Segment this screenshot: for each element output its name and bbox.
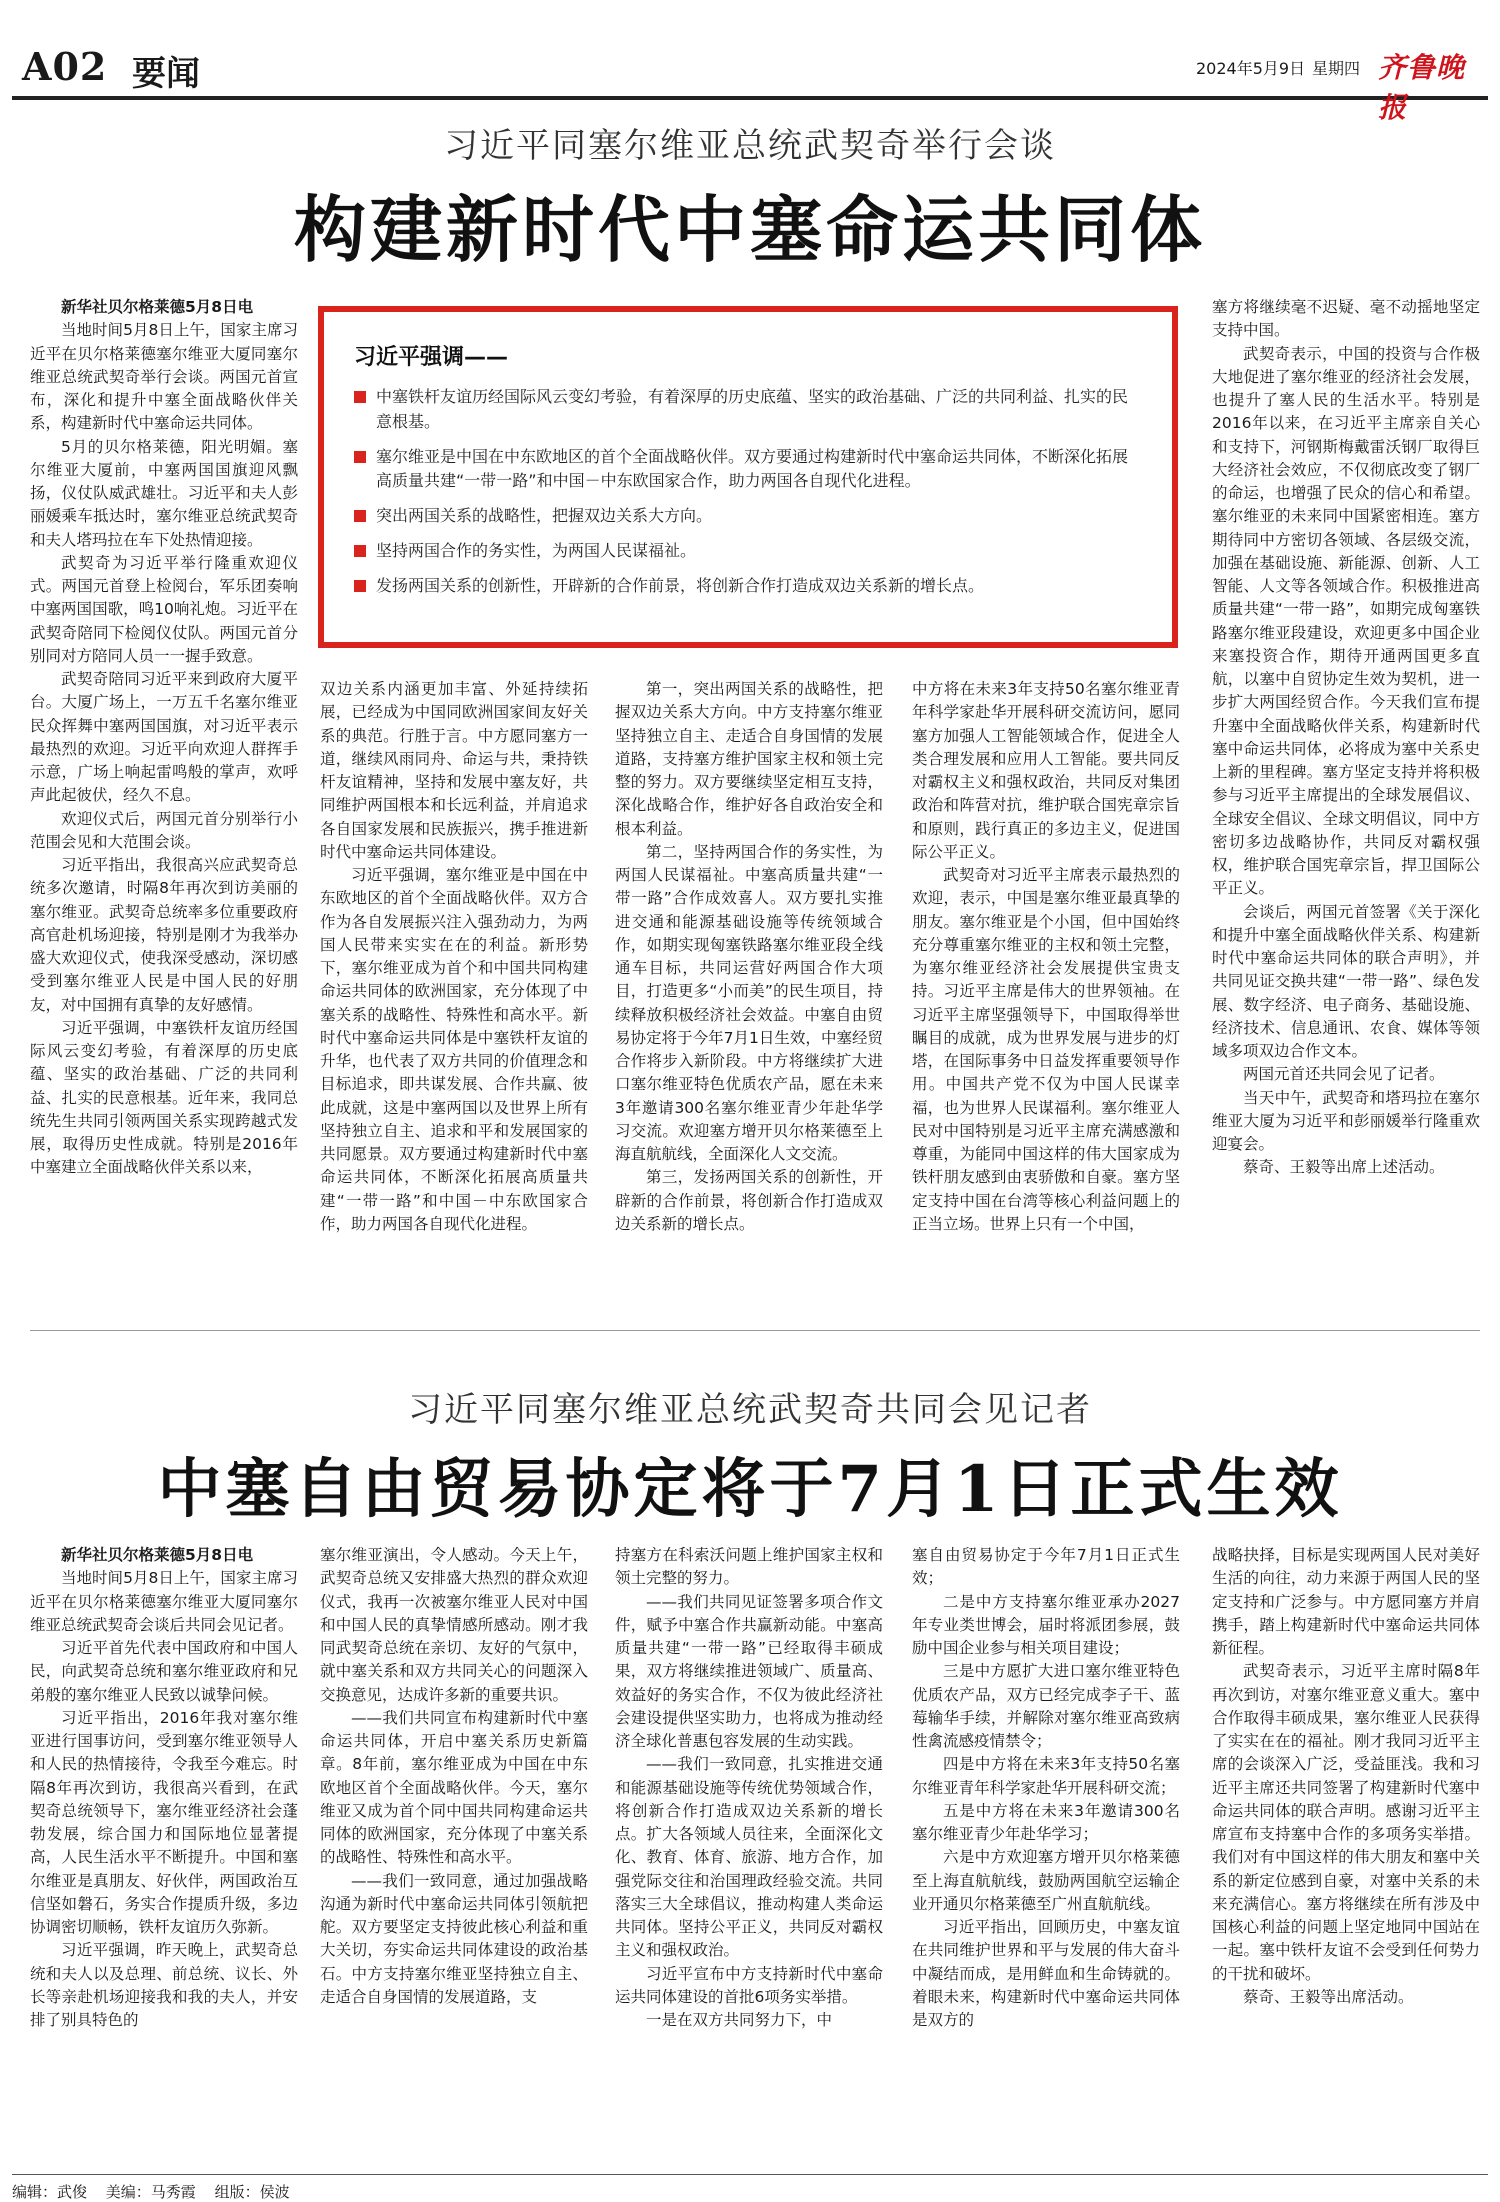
publication-weekday: 星期四: [1312, 59, 1361, 78]
paragraph: 武契奇对习近平主席表示最热烈的欢迎，表示，中国是塞尔维亚最真挚的朋友。塞尔维亚是个小国，但中国始终充分尊重塞尔维亚的主权和领土完整，为塞尔维亚经济社会发展提供宝贵支持。习近平主席是伟大的世界领袖。在习近平主席坚强领导下，中国取得举世瞩目的成就，成为世界发展与进步的灯塔，在国际事务中日益发挥重要领导作用。中国共产党不仅为中国人民谋幸福，也为世界人民谋福利。塞尔维亚人民对中国特别是习近平主席充满感激和尊重，为能同中国这样的伟大国家成为铁杆朋友感到由衷骄傲和自豪。塞方坚定支持中国在台湾等核心利益问题上的正当立场。世界上只有一个中国，: [912, 866, 1180, 1233]
article1-column-2: [320, 678, 588, 1314]
callout-title: 习近平强调——: [354, 345, 509, 370]
paragraph: 5月的贝尔格莱德，阳光明媚。塞尔维亚大厦前，中塞两国国旗迎风飘扬，仪仗队威武雄壮。习近平和夫人彭丽媛乘车抵达时，塞尔维亚总统武契奇和夫人塔玛拉在车下处热情迎接。: [30, 437, 298, 549]
paragraph: 武契奇陪同习近平来到政府大厦平台。大厦广场上，一万五千名塞尔维亚民众挥舞中塞两国国旗，对习近平表示最热烈的欢迎。习近平向欢迎人群挥手示意，广场上响起雷鸣般的掌声，欢呼声此起彼伏，经久不息。: [30, 670, 298, 805]
paragraph: 塞方将继续毫不迟疑、毫不动摇地坚定支持中国。: [1212, 298, 1480, 340]
article1-column-1: [30, 296, 298, 1314]
red-square-bullet-icon: [354, 451, 366, 463]
dateline: 新华社贝尔格莱德5月8日电: [61, 1546, 254, 1564]
callout-item: 塞尔维亚是中国在中东欧地区的首个全面战略伙伴。双方要通过构建新时代中塞命运共同体，不断深化拓展高质量共建“一带一路”和中国－中东欧国家合作，助力两国各自现代化进程。: [354, 445, 1142, 495]
callout-item: 中塞铁杆友谊历经国际风云变幻考验，有着深厚的历史底蕴、坚实的政治基础、广泛的共同利益、扎实的民意根基。: [354, 385, 1142, 435]
article2-column-2: [320, 1544, 588, 2164]
paragraph: ——我们一致同意，通过加强战略沟通为新时代中塞命运共同体引领航把舵。双方要坚定支持彼此核心利益和重大关切，夯实命运共同体建设的政治基石。中方支持塞尔维亚坚持独立自主、走适合自身国情的发展道路，支: [320, 1871, 588, 2006]
paragraph: 当地时间5月8日上午，国家主席习近平在贝尔格莱德塞尔维亚大厦同塞尔维亚总统武契奇举行会谈。两国元首宣布，深化和提升中塞全面战略伙伴关系，构建新时代中塞命运共同体。: [30, 321, 298, 433]
paragraph: 当地时间5月8日上午，国家主席习近平在贝尔格莱德塞尔维亚大厦同塞尔维亚总统武契奇会谈后共同会见记者。: [30, 1569, 298, 1634]
red-square-bullet-icon: [354, 545, 366, 557]
article1-kicker: 习近平同塞尔维亚总统武契奇举行会谈: [444, 126, 1056, 166]
paragraph: 四是中方将在未来3年支持50名塞尔维亚青年科学家赴华开展科研交流；: [912, 1755, 1180, 1797]
paragraph: 二是中方支持塞尔维亚承办2027年专业类世博会，届时将派团参展，鼓励中国企业参与相关项目建设；: [912, 1592, 1180, 1657]
article2-kicker: 习近平同塞尔维亚总统武契奇共同会见记者: [408, 1390, 1092, 1430]
article1-headline: 构建新时代中塞命运共同体: [293, 187, 1206, 272]
dateline: 新华社贝尔格莱德5月8日电: [61, 298, 254, 316]
paragraph: 武契奇为习近平举行隆重欢迎仪式。两国元首登上检阅台，军乐团奏响中塞两国国歌，鸣10响礼炮。习近平在武契奇陪同下检阅仪仗队。两国元首分别同对方陪同人员一一握手致意。: [30, 553, 298, 665]
editor-credit: 编辑：武俊: [12, 2183, 88, 2201]
paragraph: 第一，突出两国关系的战略性，把握双边关系大方向。中方支持塞尔维亚坚持独立自主、走适合自身国情的发展道路，支持塞方维护国家主权和领土完整的努力。双方要继续坚定相互支持，深化战略合作，维护好各自政治安全和根本利益。: [615, 680, 883, 838]
article2-column-4: [912, 1544, 1180, 2164]
paragraph: 习近平指出，2016年我对塞尔维亚进行国事访问，受到塞尔维亚领导人和人民的热情接待，令我至今难忘。时隔8年再次到访，我很高兴看到，在武契奇总统领导下，塞尔维亚经济社会蓬勃发展，综合国力和国际地位显著提高，人民生活水平不断提升。中国和塞尔维亚是真朋友、好伙伴，两国政治互信坚如磐石，务实合作提质升级，多边协调密切顺畅，铁杆友谊历久弥新。: [30, 1708, 298, 1936]
paragraph: 习近平宣布中方支持新时代中塞命运共同体建设的首批6项务实举措。: [615, 1964, 883, 2006]
paragraph: ——我们共同宣布构建新时代中塞命运共同体，开启中塞关系历史新篇章。8年前，塞尔维亚成为中国在中东欧地区首个全面战略伙伴。今天，塞尔维亚又成为首个同中国共同构建命运共同体的欧洲国家，充分体现了中塞关系的战略性、特殊性和高水平。: [320, 1708, 588, 1867]
article1-column-5: [1212, 296, 1480, 1314]
paragraph: 蔡奇、王毅等出席上述活动。: [1243, 1158, 1445, 1177]
paragraph: 习近平首先代表中国政府和中国人民，向武契奇总统和塞尔维亚政府和兄弟般的塞尔维亚人民致以诚挚问候。: [30, 1639, 298, 1704]
newspaper-logo: 齐鲁晚报: [1378, 51, 1466, 124]
callout-item: 坚持两国合作的务实性，为两国人民谋福祉。: [354, 539, 1142, 564]
quote-callout-box: [318, 306, 1178, 648]
paragraph: 持塞方在科索沃问题上维护国家主权和领土完整的努力。: [615, 1546, 883, 1588]
paragraph: 会谈后，两国元首签署《关于深化和提升中塞全面战略伙伴关系、构建新时代中塞命运共同体的联合声明》，并共同见证交换共建“一带一路”、绿色发展、数字经济、电子商务、基础设施、经济技术、信息通讯、农食、媒体等领域多项双边合作文本。: [1212, 902, 1480, 1060]
paragraph: 塞尔维亚演出，令人感动。今天上午，武契奇总统又安排盛大热烈的群众欢迎仪式，我再一次被塞尔维亚人民对中国和中国人民的真挚情感所感动。刚才我同武契奇总统在亲切、友好的气氛中，就中塞关系和双方共同关心的问题深入交换意见，达成许多新的重要共识。: [320, 1546, 588, 1704]
paragraph: 习近平强调，塞尔维亚是中国在中东欧地区的首个全面战略伙伴。双方合作为各自发展振兴注入强劲动力，为两国人民带来实实在在的利益。新形势下，塞尔维亚成为首个和中国共同构建命运共同体的欧洲国家，充分体现了中塞关系的战略性、特殊性和高水平。新时代中塞命运共同体是中塞铁杆友谊的升华，也代表了双方共同的价值理念和目标追求，即共谋发展、合作共赢、彼此成就，这是中塞两国以及世界上所有坚持独立自主、追求和平和发展国家的共同愿景。双方要通过构建新时代中塞命运共同体，不断深化拓展高质量共建“一带一路”和中国－中东欧国家合作，助力两国各自现代化进程。: [320, 866, 588, 1233]
paragraph: 第二，坚持两国合作的务实性，为两国人民谋福祉。中塞高质量共建“一带一路”合作成效喜人。双方要扎实推进交通和能源基础设施等传统领域合作，如期实现匈塞铁路塞尔维亚段全线通车目标，共同运营好两国合作大项目，打造更多“小而美”的民生项目，持续释放积极经济社会效益。中塞自由贸易协定将于今年7月1日生效，中塞经贸合作将步入新阶段。中方将继续扩大进口塞尔维亚特色优质农产品，愿在未来3年邀请300名塞尔维亚青少年赴华学习交流。欢迎塞方增开贝尔格莱德至上海直航航线，全面深化人文交流。: [615, 842, 883, 1163]
paragraph: 欢迎仪式后，两国元首分别举行小范围会见和大范围会谈。: [30, 809, 298, 851]
section-name: 要闻: [132, 54, 200, 94]
publication-date: 2024年5月9日: [1196, 59, 1306, 78]
page-number: A02: [22, 44, 108, 89]
paragraph: 武契奇表示，习近平主席时隔8年再次到访，对塞尔维亚意义重大。塞中合作取得丰硕成果，塞尔维亚人民获得了实实在在的福祉。刚才我同习近平主席的会谈深入广泛，受益匪浅。我和习近平主席还共同签署了构建新时代塞中命运共同体的联合声明。感谢习近平主席宣布支持塞中合作的多项务实举措。我们对有中国这样的伟大朋友和塞中关系的新定位感到自豪，对塞中关系的未来充满信心。塞方将继续在所有涉及中国核心利益的问题上坚定地同中国站在一起。塞中铁杆友谊不会受到任何势力的干扰和破坏。: [1212, 1662, 1480, 1983]
paragraph: 蔡奇、王毅等出席活动。: [1243, 1987, 1414, 2006]
paragraph: 双边关系内涵更加丰富、外延持续拓展，已经成为中国同欧洲国家间友好关系的典范。行胜于言。中方愿同塞方一道，继续风雨同舟、命运与共，秉持铁杆友谊精神，坚持和发展中塞友好，共同维护两国根本和长远利益，并肩追求各自国家发展和民族振兴，携手推进新时代中塞命运共同体建设。: [320, 680, 588, 861]
article2-column-3: [615, 1544, 883, 2164]
paragraph: 六是中方欢迎塞方增开贝尔格莱德至上海直航航线，鼓励两国航空运输企业开通贝尔格莱德至广州直航航线。: [912, 1848, 1180, 1913]
paragraph: 习近平强调，中塞铁杆友谊历经国际风云变幻考验，有着深厚的历史底蕴、坚实的政治基础、广泛的共同利益、扎实的民意根基。近年来，我同总统先生共同引领两国关系实现跨越式发展，取得历史性成就。特别是2016年中塞建立全面战略伙伴关系以来，: [30, 1018, 298, 1177]
paragraph: 两国元首还共同会见了记者。: [1243, 1065, 1445, 1084]
article1-column-3: [615, 678, 883, 1314]
red-square-bullet-icon: [354, 391, 366, 403]
paragraph: 一是在双方共同努力下，中: [646, 2011, 833, 2029]
paragraph: 习近平强调，昨天晚上，武契奇总统和夫人以及总理、前总统、议长、外长等亲赴机场迎接我和我的夫人，并安排了别具特色的: [30, 1941, 298, 2029]
paragraph: 武契奇表示，中国的投资与合作极大地促进了塞尔维亚的经济社会发展，也提升了塞人民的生活水平。特别是2016年以来，在习近平主席亲自关心和支持下，河钢斯梅戴雷沃钢厂取得巨大经济社会效应，不仅彻底改变了钢厂的命运，也增强了民众的信心和希望。塞尔维亚的未来同中国紧密相连。塞方期待同中方密切各领域、各层级交流，加强在基础设施、新能源、创新、人工智能、人文等各领域合作。积极推进高质量共建“一带一路”，如期完成匈塞铁路塞尔维亚段建设，欢迎更多中国企业来塞投资合作，期待开通两国更多直航，以塞中自贸协定生效为契机，进一步扩大两国经贸合作。今天我们宣布提升塞中全面战略伙伴关系，构建新时代塞中命运共同体，必将成为塞中关系史上新的里程碑。塞方坚定支持并将积极参与习近平主席提出的全球发展倡议、全球安全倡议、全球文明倡议，同中方密切多边战略协作，共同反对霸权强权，维护联合国宪章宗旨，捍卫国际公平正义。: [1212, 344, 1480, 898]
red-square-bullet-icon: [354, 510, 366, 522]
article2-headline: 中塞自由贸易协定将于7月1日正式生效: [157, 1452, 1343, 1527]
paragraph: ——我们共同见证签署多项合作文件，赋予中塞合作共赢新动能。中塞高质量共建“一带一路”已经取得丰硕成果，双方将继续推进领域广、质量高、效益好的务实合作，不仅为彼此经济社会建设提供坚实助力，也将成为推动经济全球化普惠包容发展的生动实践。: [615, 1592, 883, 1750]
paragraph: 第三，发扬两国关系的创新性，开辟新的合作前景，将创新合作打造成双边关系新的增长点。: [615, 1168, 883, 1233]
article2-column-5: [1212, 1544, 1480, 2164]
paragraph: 塞自由贸易协定于今年7月1日正式生效；: [912, 1546, 1180, 1588]
article2-column-1: [30, 1544, 298, 2164]
paragraph: ——我们一致同意，扎实推进交通和能源基础设施等传统优势领域合作，将创新合作打造成双边关系新的增长点。扩大各领域人员往来，全面深化文化、教育、体育、旅游、地方合作，加强党际交往和治国理政经验交流。共同落实三大全球倡议，推动构建人类命运共同体。坚持公平正义，共同反对霸权主义和强权政治。: [615, 1755, 883, 1960]
layout-editor-credit: 组版：侯波: [214, 2183, 290, 2201]
paragraph: 五是中方将在未来3年邀请300名塞尔维亚青少年赴华学习；: [912, 1801, 1180, 1843]
page-footer: [12, 2174, 1488, 2202]
article1-column-4: [912, 678, 1180, 1314]
paragraph: 中方将在未来3年支持50名塞尔维亚青年科学家赴华开展科研交流访问，愿同塞方加强人工智能领域合作，促进全人类合理发展和应用人工智能。要共同反对霸权主义和强权政治，共同反对集团政治和阵营对抗，维护联合国宪章宗旨和原则，践行真正的多边主义，促进国际公平正义。: [912, 680, 1180, 861]
paragraph: 战略抉择，目标是实现两国人民对美好生活的向往，动力来源于两国人民的坚定支持和广泛参与。中方愿同塞方并肩携手，踏上构建新时代中塞命运共同体新征程。: [1212, 1546, 1480, 1657]
section-divider: [30, 1330, 1480, 1331]
callout-item: 发扬两国关系的创新性，开辟新的合作前景，将创新合作打造成双边关系新的增长点。: [354, 574, 1142, 599]
callout-item: 突出两国关系的战略性，把握双边关系大方向。: [354, 504, 1142, 529]
paragraph: 当天中午，武契奇和塔玛拉在塞尔维亚大厦为习近平和彭丽媛举行隆重欢迎宴会。: [1212, 1088, 1480, 1153]
paragraph: 习近平指出，我很高兴应武契奇总统多次邀请，时隔8年再次到访美丽的塞尔维亚。武契奇总统率多位重要政府高官赴机场迎接，特别是刚才为我举办盛大欢迎仪式，使我深受感动，深切感受到塞尔维亚人民是中国人民的好朋友，对中国拥有真挚的友好感情。: [30, 856, 298, 1014]
paragraph: 三是中方愿扩大进口塞尔维亚特色优质农产品，双方已经完成李子干、蓝莓输华手续，并解除对塞尔维亚高致病性禽流感疫情禁令；: [912, 1662, 1180, 1750]
paragraph: 习近平指出，回顾历史，中塞友谊在共同维护世界和平与发展的伟大奋斗中凝结而成，是用鲜血和生命铸就的。着眼未来，构建新时代中塞命运共同体是双方的: [912, 1918, 1180, 2029]
masthead: [12, 40, 1488, 124]
art-editor-credit: 美编：马秀霞: [105, 2183, 196, 2201]
red-square-bullet-icon: [354, 580, 366, 592]
